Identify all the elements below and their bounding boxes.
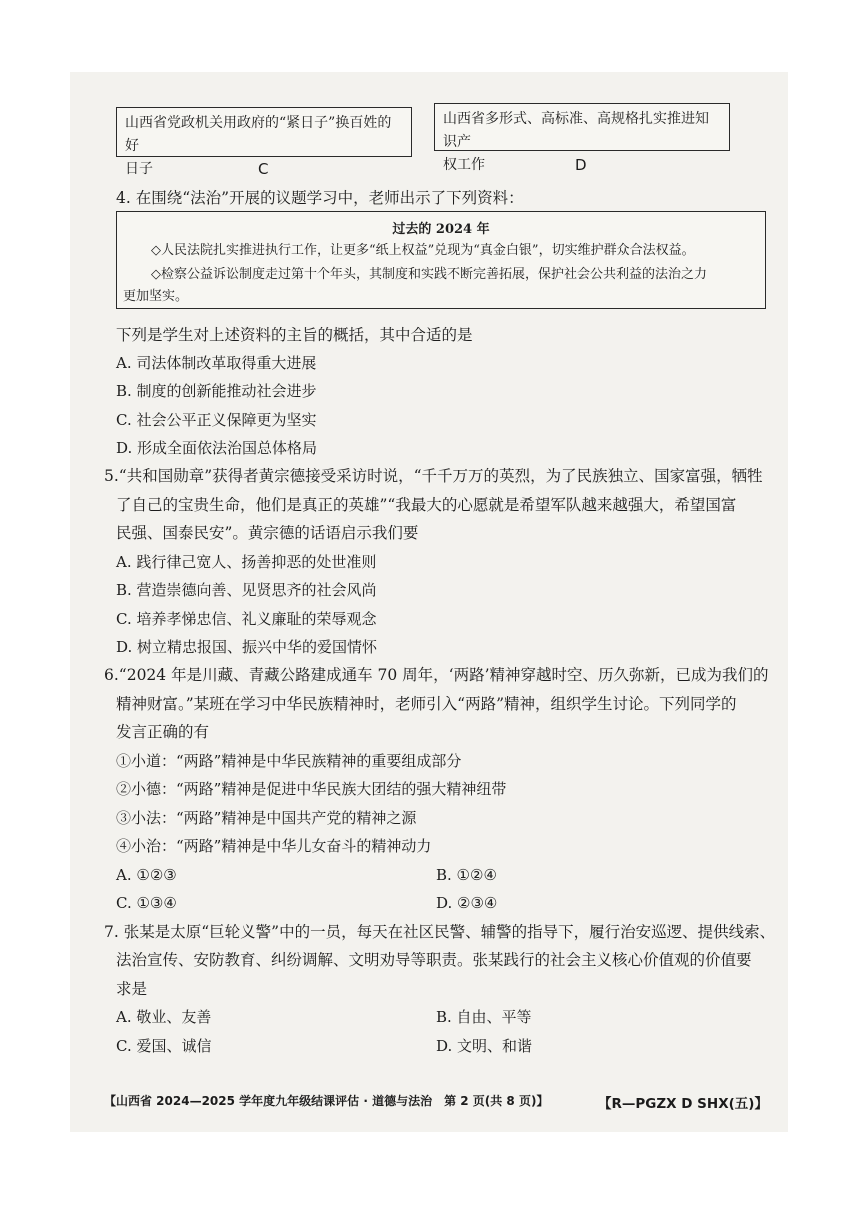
footer-paper-code: 【R—PGZX D SHX(五)】 [598,1096,768,1112]
q4-stem: 4. 在围绕“法治”开展的议题学习中，老师出示了下列资料： [116,189,524,207]
q6-line1: 6.“2024 年是川藏、青藏公路建成通车 70 周年，‘两路’精神穿越时空、历久弥新，已成为我们的 [104,666,769,684]
option-c-box [116,107,412,177]
q6-statement-3: ③小法：“两路”精神是中国共产党的精神之源 [116,809,417,827]
q6-option-b: B. ①②④ [436,866,497,884]
q5-option-d: D. 树立精忠报国、振兴中华的爱国情怀 [116,638,378,656]
q4-material-title: 过去的 2024 年 [392,222,490,237]
q5-line3: 民强、国泰民安”。黄宗德的话语启示我们要 [116,524,419,542]
q4-material-box [116,211,766,309]
q7-line2: 法治宣传、安防教育、纠纷调解、文明劝导等职责。张某践行的社会主义核心价值观的价值要 [116,951,752,969]
q4-option-a: A. 司法体制改革取得重大进展 [116,354,317,372]
q7-option-b: B. 自由、平等 [436,1008,532,1026]
q4-material-line2: ◇检察公益诉讼制度走过第十个年头，其制度和实践不断完善拓展，保护社会公共利益的法治之力 [151,267,707,282]
q5-line2: 了自己的宝贵生命，他们是真正的英雄”“我最大的心愿就是希望军队越来越强大，希望国富 [116,496,737,514]
q6-statement-2: ②小德：“两路”精神是促进中华民族大团结的强大精神纽带 [116,780,507,798]
option-d-box [434,103,730,173]
q6-option-d: D. ②③④ [436,894,498,912]
q4-option-b: B. 制度的创新能推动社会进步 [116,382,317,400]
q6-line2: 精神财富。”某班在学习中华民族精神时，老师引入“两路”精神，组织学生讨论。下列同学的 [116,695,737,713]
q7-option-c: C. 爱国、诚信 [116,1037,212,1055]
option-c-text-line1: 山西省党政机关用政府的“紧日子”换百姓的好 [125,115,392,154]
q5-line1: 5.“共和国勋章”获得者黄宗德接受采访时说，“千千万万的英烈，为了民族独立、国家富强，牺牲 [104,467,763,485]
q6-option-c: C. ①③④ [116,894,177,912]
q6-statement-4: ④小治：“两路”精神是中华儿女奋斗的精神动力 [116,837,432,855]
option-c-letter: C [258,160,269,178]
q5-option-b: B. 营造崇德向善、见贤思齐的社会风尚 [116,581,377,599]
q6-option-a: A. ①②③ [116,866,177,884]
q5-option-c: C. 培养孝悌忠信、礼义廉耻的荣辱观念 [116,610,377,628]
option-d-text-line2: 权工作 [443,157,485,173]
option-d-letter: D [575,156,587,174]
q7-line3: 求是 [116,980,148,998]
q7-option-a: A. 敬业、友善 [116,1008,212,1026]
q7-line1: 7. 张某是太原“巨轮义警”中的一员，每天在社区民警、辅警的指导下，履行治安巡逻、提供线索、 [104,923,776,941]
footer-exam-info: 【山西省 2024—2025 学年度九年级结课评估 · 道德与法治 第 2 页(共 8 页)】 [104,1094,549,1108]
q7-option-d: D. 文明、和谐 [436,1037,533,1055]
option-c-text-line2: 日子 [125,161,153,177]
q4-material-line3: 更加坚实。 [123,289,189,304]
q6-line3: 发言正确的有 [116,723,210,741]
q4-question: 下列是学生对上述资料的主旨的概括，其中合适的是 [116,326,473,344]
q4-option-c: C. 社会公平正义保障更为坚实 [116,411,317,429]
q4-option-d: D. 形成全面依法治国总体格局 [116,439,318,457]
q6-statement-1: ①小道：“两路”精神是中华民族精神的重要组成部分 [116,752,462,770]
q4-material-line1: ◇人民法院扎实推进执行工作，让更多“纸上权益”兑现为“真金白银”，切实维护群众合法权益。 [151,243,695,258]
option-d-text-line1: 山西省多形式、高标准、高规格扎实推进知识产 [443,111,709,150]
q5-option-a: A. 践行律己宽人、扬善抑恶的处世准则 [116,553,377,571]
